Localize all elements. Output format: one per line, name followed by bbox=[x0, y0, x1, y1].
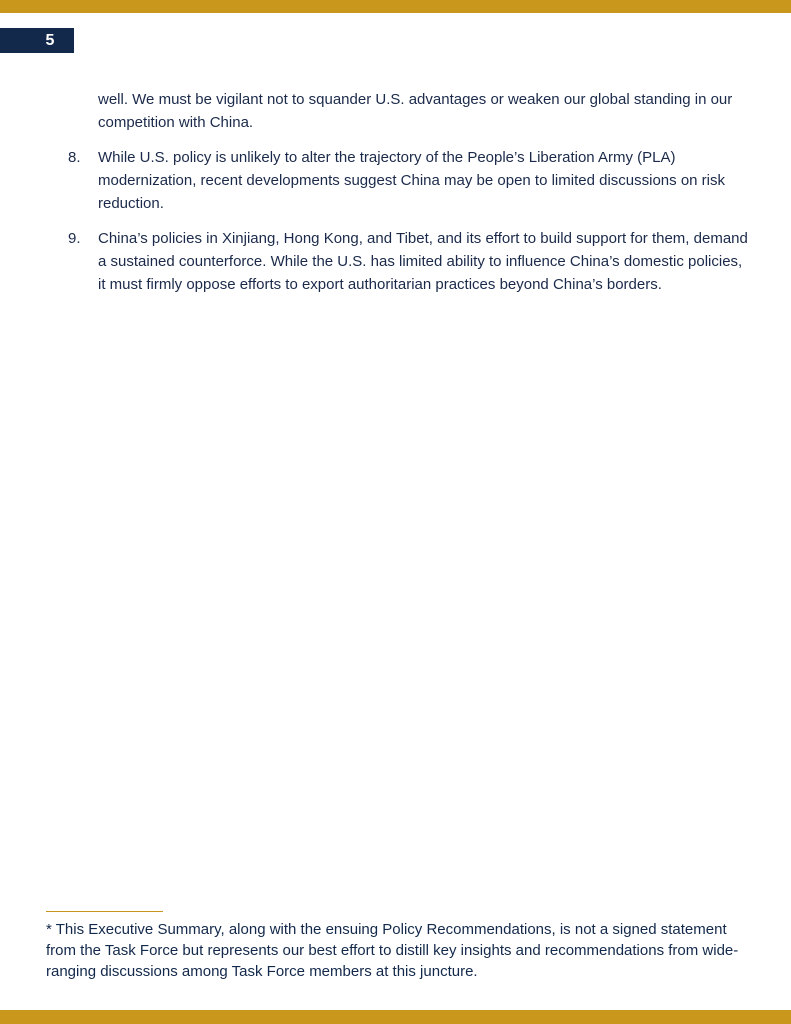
list-item bbox=[68, 146, 748, 215]
page-number-tab bbox=[0, 28, 74, 53]
top-accent-bar bbox=[0, 0, 791, 13]
list-item-number: 9. bbox=[68, 230, 81, 247]
page-number: 5 bbox=[45, 31, 55, 49]
body-text bbox=[68, 88, 748, 308]
bottom-accent-bar bbox=[0, 1010, 791, 1024]
continuation-paragraph: well. We must be vigilant not to squander U.S. advantages or weaken our global standing in our competition with China. bbox=[98, 91, 733, 131]
footnote: * This Executive Summary, along with the ensuing Policy Recommendations, is not a signed statement from the Task Force but represents our best effort to distill key insights and recommendations from wide-ranging discussions among Task Force members at this juncture. bbox=[46, 921, 739, 980]
list-item-number: 8. bbox=[68, 149, 81, 166]
footnote-divider bbox=[46, 911, 163, 912]
list-item-text: China’s policies in Xinjiang, Hong Kong, and Tibet, and its effort to build support for them, demand a sustained counterforce. While the U.S. has limited ability to influence China’s domestic policies, it must firmly oppose efforts to export authoritarian practices beyond China’s borders. bbox=[98, 230, 748, 293]
list-item bbox=[68, 227, 748, 296]
list-item-text: While U.S. policy is unlikely to alter the trajectory of the People’s Liberation Army (PLA) modernization, recent developments suggest China may be open to limited discussions on risk reduction. bbox=[98, 149, 725, 212]
